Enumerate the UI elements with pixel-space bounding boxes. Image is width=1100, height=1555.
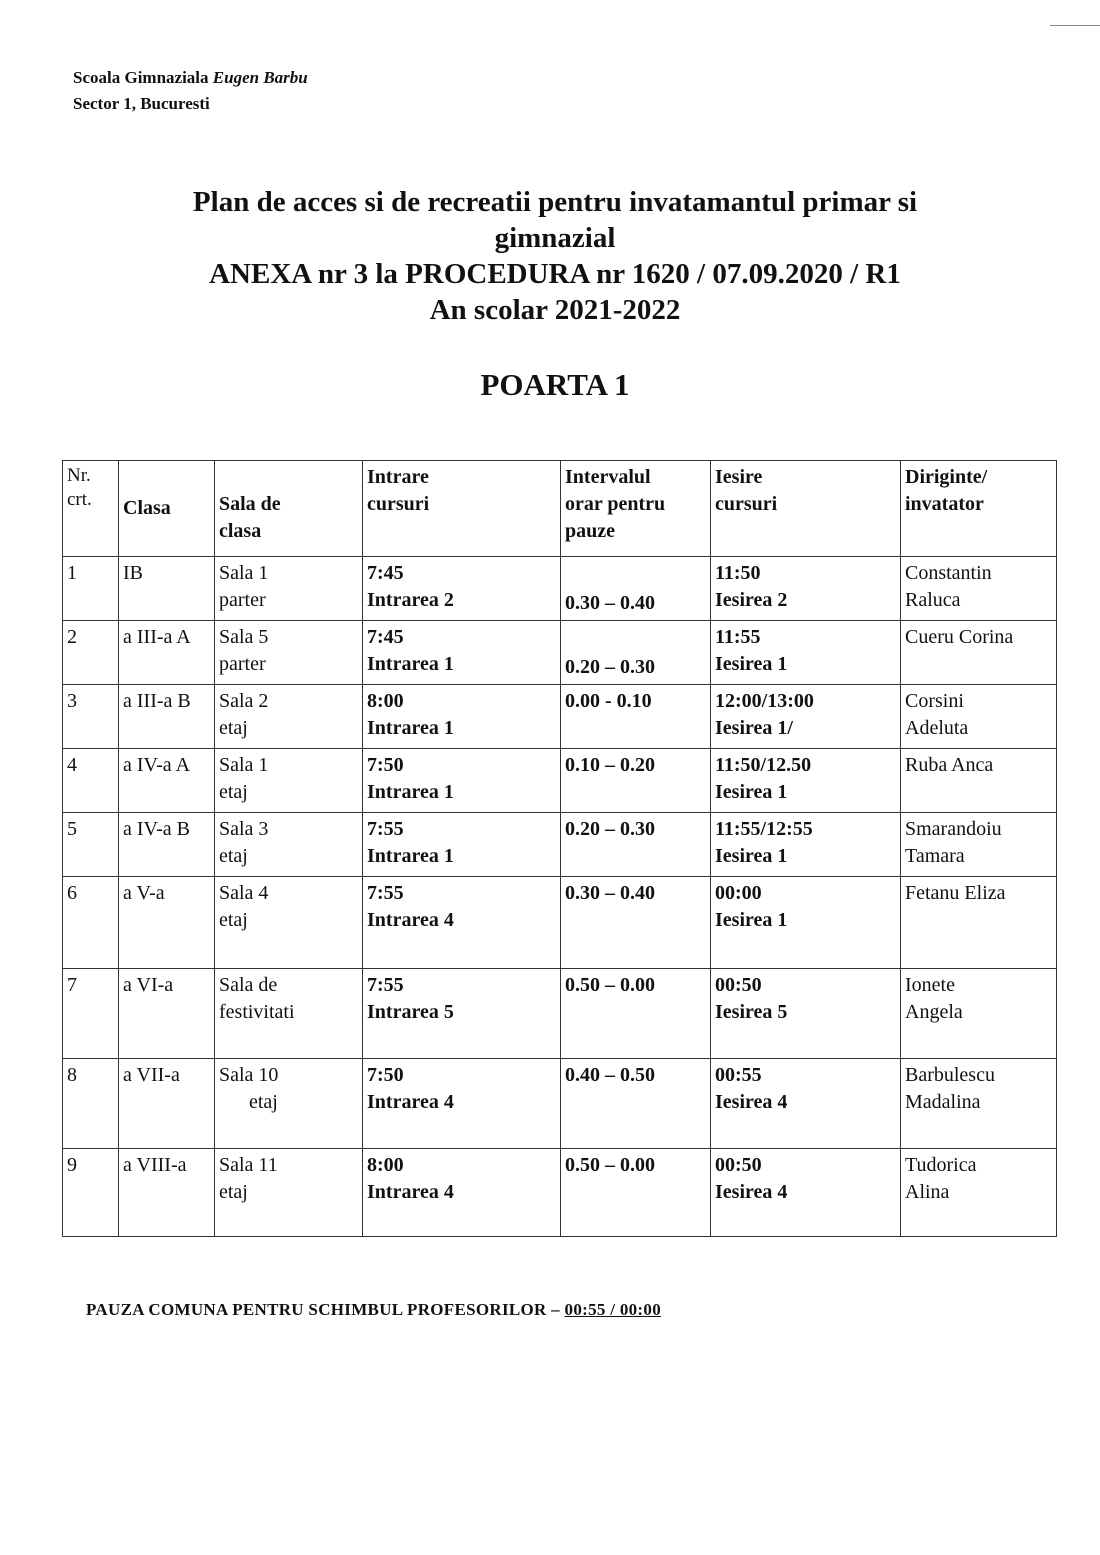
- cell-clasa: a III-a B: [119, 685, 215, 749]
- iesire-ora: 00:55: [715, 1064, 762, 1086]
- diriginte-name-1: Constantin: [905, 562, 992, 584]
- cell-interval: [561, 557, 711, 621]
- diriginte-name-2: Adeluta: [905, 717, 969, 739]
- cell-intrare: [363, 813, 561, 877]
- iesire-poarta: Iesirea 4: [715, 1091, 788, 1113]
- cell-iesire: [711, 1059, 901, 1149]
- table-header-row: [63, 461, 1057, 557]
- cell-iesire: [711, 621, 901, 685]
- sala-floor: etaj: [249, 1091, 278, 1113]
- sala-name: Sala 1: [219, 754, 269, 776]
- sala-name: Sala 5: [219, 626, 269, 648]
- header-interval-line1: Intervalul: [565, 466, 651, 488]
- sala-name: Sala 2: [219, 690, 269, 712]
- iesire-ora: 00:50: [715, 1154, 762, 1176]
- cell-intrare: [363, 685, 561, 749]
- iesire-poarta: Iesirea 4: [715, 1181, 788, 1203]
- intrare-poarta: Intrarea 4: [367, 1181, 454, 1203]
- cell-diriginte: [901, 877, 1057, 969]
- header-diriginte: [901, 461, 1057, 557]
- intrare-ora: 7:45: [367, 626, 404, 648]
- intrare-ora: 7:45: [367, 562, 404, 584]
- scan-edge-mark: [1050, 25, 1100, 26]
- sala-floor: etaj: [219, 717, 248, 739]
- interval-value: 0.20 – 0.30: [565, 656, 655, 678]
- iesire-poarta: Iesirea 1: [715, 781, 788, 803]
- cell-sala: [215, 877, 363, 969]
- sala-floor: etaj: [219, 909, 248, 931]
- intrare-ora: 7:50: [367, 1064, 404, 1086]
- cell-iesire: [711, 877, 901, 969]
- gate-title: POARTA 1: [480, 367, 630, 402]
- footer-label: PAUZA COMUNA PENTRU SCHIMBUL PROFESORILOR –: [86, 1300, 565, 1319]
- cell-interval: [561, 621, 711, 685]
- cell-sala: [215, 685, 363, 749]
- cell-sala: [215, 557, 363, 621]
- intrare-ora: 8:00: [367, 1154, 404, 1176]
- interval-value: 0.30 – 0.40: [565, 592, 655, 614]
- diriginte-name-1: Barbulescu: [905, 1064, 995, 1086]
- cell-clasa: a VII-a: [119, 1059, 215, 1149]
- header-iesire-line1: Iesire: [715, 466, 763, 488]
- schedule-body: [63, 557, 1057, 1237]
- schedule-table: [62, 460, 1057, 1237]
- header-interval-line2: orar pentru: [565, 493, 666, 515]
- title-line-2: gimnazial: [494, 222, 616, 254]
- intrare-ora: 7:55: [367, 818, 404, 840]
- cell-intrare: [363, 557, 561, 621]
- diriginte-name-1: Smarandoiu: [905, 818, 1002, 840]
- interval-value: 0.00 - 0.10: [565, 690, 652, 712]
- header-intrare-line1: Intrare: [367, 466, 429, 488]
- diriginte-name-1: Corsini: [905, 690, 964, 712]
- cell-diriginte: [901, 749, 1057, 813]
- iesire-ora: 11:55/12:55: [715, 818, 813, 840]
- cell-diriginte: [901, 621, 1057, 685]
- intrare-poarta: Intrarea 1: [367, 781, 454, 803]
- intrare-poarta: Intrarea 5: [367, 1001, 454, 1023]
- cell-sala: [215, 749, 363, 813]
- document-title: [0, 184, 1100, 328]
- cell-interval: [561, 877, 711, 969]
- sala-name: Sala 3: [219, 818, 269, 840]
- header-nr-line2: crt.: [67, 489, 92, 510]
- cell-intrare: [363, 1059, 561, 1149]
- title-line-3: ANEXA nr 3 la PROCEDURA nr 1620 / 07.09.2020 / R1: [209, 258, 901, 290]
- iesire-poarta: Iesirea 1/: [715, 717, 793, 739]
- sala-name: Sala de: [219, 974, 278, 996]
- iesire-poarta: Iesirea 2: [715, 589, 788, 611]
- cell-sala: [215, 1149, 363, 1237]
- diriginte-name-1: Cueru Corina: [905, 626, 1014, 648]
- header-intrare-line2: cursuri: [367, 493, 430, 515]
- diriginte-name-2: Raluca: [905, 589, 961, 611]
- header-clasa-label: Clasa: [123, 497, 171, 519]
- intrare-poarta: Intrarea 1: [367, 845, 454, 867]
- intrare-ora: 8:00: [367, 690, 404, 712]
- sala-floor: etaj: [219, 1181, 248, 1203]
- header-iesire: [711, 461, 901, 557]
- cell-clasa: a VI-a: [119, 969, 215, 1059]
- diriginte-name-2: Alina: [905, 1181, 950, 1203]
- diriginte-name-1: Tudorica: [905, 1154, 977, 1176]
- interval-value: 0.40 – 0.50: [565, 1064, 655, 1086]
- iesire-poarta: Iesirea 1: [715, 909, 788, 931]
- cell-nr: 2: [63, 621, 119, 685]
- school-header: [73, 65, 308, 117]
- cell-nr: 9: [63, 1149, 119, 1237]
- school-sector: Sector 1, Bucuresti: [73, 94, 210, 113]
- title-line-1: Plan de acces si de recreatii pentru invatamantul primar si: [192, 186, 918, 218]
- cell-nr: 8: [63, 1059, 119, 1149]
- cell-clasa: a VIII-a: [119, 1149, 215, 1237]
- cell-iesire: [711, 749, 901, 813]
- table-row: [63, 557, 1057, 621]
- sala-floor: parter: [219, 589, 266, 611]
- diriginte-name-1: Ionete: [905, 974, 955, 996]
- cell-clasa: IB: [119, 557, 215, 621]
- interval-value: 0.20 – 0.30: [565, 818, 655, 840]
- diriginte-name-2: Angela: [905, 1001, 963, 1023]
- school-prefix: Scoala Gimnaziala: [73, 68, 209, 87]
- cell-diriginte: [901, 969, 1057, 1059]
- sala-floor: festivitati: [219, 1001, 295, 1023]
- cell-diriginte: [901, 1059, 1057, 1149]
- header-dirig-line1: Diriginte/: [905, 466, 988, 488]
- cell-iesire: [711, 969, 901, 1059]
- header-interval-line3: pauze: [565, 520, 615, 542]
- cell-iesire: [711, 685, 901, 749]
- intrare-poarta: Intrarea 2: [367, 589, 454, 611]
- sala-floor: parter: [219, 653, 266, 675]
- table-row: [63, 969, 1057, 1059]
- cell-nr: 6: [63, 877, 119, 969]
- cell-clasa: a IV-a A: [119, 749, 215, 813]
- header-sala: [215, 461, 363, 557]
- cell-iesire: [711, 813, 901, 877]
- school-name-line: [73, 65, 308, 91]
- diriginte-name-1: Ruba Anca: [905, 754, 994, 776]
- cell-iesire: [711, 1149, 901, 1237]
- iesire-poarta: Iesirea 5: [715, 1001, 788, 1023]
- header-intrare: [363, 461, 561, 557]
- iesire-poarta: Iesirea 1: [715, 653, 788, 675]
- cell-intrare: [363, 969, 561, 1059]
- title-line-4: An scolar 2021-2022: [429, 294, 681, 326]
- table-row: [63, 877, 1057, 969]
- cell-nr: 7: [63, 969, 119, 1059]
- iesire-ora: 11:55: [715, 626, 761, 648]
- table-row: [63, 621, 1057, 685]
- cell-nr: 1: [63, 557, 119, 621]
- header-clasa: [119, 461, 215, 557]
- header-dirig-line2: invatator: [905, 493, 984, 515]
- cell-sala: [215, 813, 363, 877]
- cell-intrare: [363, 1149, 561, 1237]
- cell-intrare: [363, 749, 561, 813]
- sala-floor: etaj: [219, 845, 248, 867]
- cell-diriginte: [901, 557, 1057, 621]
- cell-diriginte: [901, 813, 1057, 877]
- table-row: [63, 685, 1057, 749]
- cell-interval: [561, 685, 711, 749]
- header-nr: [63, 461, 119, 557]
- intrare-poarta: Intrarea 1: [367, 717, 454, 739]
- iesire-ora: 12:00/13:00: [715, 690, 814, 712]
- iesire-poarta: Iesirea 1: [715, 845, 788, 867]
- cell-interval: [561, 813, 711, 877]
- cell-sala: [215, 969, 363, 1059]
- cell-sala: [215, 621, 363, 685]
- interval-value: 0.50 – 0.00: [565, 974, 655, 996]
- iesire-ora: 00:00: [715, 882, 762, 904]
- cell-diriginte: [901, 685, 1057, 749]
- cell-iesire: [711, 557, 901, 621]
- cell-sala: [215, 1059, 363, 1149]
- intrare-ora: 7:50: [367, 754, 404, 776]
- table-row: [63, 1149, 1057, 1237]
- iesire-ora: 11:50: [715, 562, 761, 584]
- sala-name: Sala 10: [219, 1064, 279, 1086]
- intrare-poarta: Intrarea 1: [367, 653, 454, 675]
- sala-name: Sala 4: [219, 882, 269, 904]
- intrare-ora: 7:55: [367, 974, 404, 996]
- header-iesire-line2: cursuri: [715, 493, 778, 515]
- school-name: Eugen Barbu: [212, 68, 308, 87]
- header-sala-line2: clasa: [219, 520, 262, 542]
- cell-intrare: [363, 621, 561, 685]
- sala-name: Sala 1: [219, 562, 269, 584]
- cell-clasa: a IV-a B: [119, 813, 215, 877]
- cell-nr: 3: [63, 685, 119, 749]
- footer-time: 00:55 / 00:00: [564, 1300, 661, 1319]
- table-row: [63, 749, 1057, 813]
- cell-interval: [561, 1149, 711, 1237]
- diriginte-name-1: Fetanu Eliza: [905, 882, 1006, 904]
- interval-value: 0.10 – 0.20: [565, 754, 655, 776]
- table-row: [63, 813, 1057, 877]
- cell-nr: 5: [63, 813, 119, 877]
- diriginte-name-2: Madalina: [905, 1091, 981, 1113]
- header-nr-line1: Nr.: [67, 465, 91, 486]
- intrare-poarta: Intrarea 4: [367, 909, 454, 931]
- cell-interval: [561, 969, 711, 1059]
- sala-name: Sala 11: [219, 1154, 278, 1176]
- cell-nr: 4: [63, 749, 119, 813]
- interval-value: 0.30 – 0.40: [565, 882, 655, 904]
- cell-diriginte: [901, 1149, 1057, 1237]
- cell-clasa: a III-a A: [119, 621, 215, 685]
- cell-intrare: [363, 877, 561, 969]
- cell-clasa: a V-a: [119, 877, 215, 969]
- sala-floor: etaj: [219, 781, 248, 803]
- table-row: [63, 1059, 1057, 1149]
- diriginte-name-2: Tamara: [905, 845, 965, 867]
- iesire-ora: 11:50/12.50: [715, 754, 812, 776]
- footer-note: [86, 1300, 661, 1320]
- interval-value: 0.50 – 0.00: [565, 1154, 655, 1176]
- cell-interval: [561, 749, 711, 813]
- iesire-ora: 00:50: [715, 974, 762, 996]
- cell-interval: [561, 1059, 711, 1149]
- header-sala-line1: Sala de: [219, 493, 281, 515]
- header-interval: [561, 461, 711, 557]
- intrare-poarta: Intrarea 4: [367, 1091, 454, 1113]
- intrare-ora: 7:55: [367, 882, 404, 904]
